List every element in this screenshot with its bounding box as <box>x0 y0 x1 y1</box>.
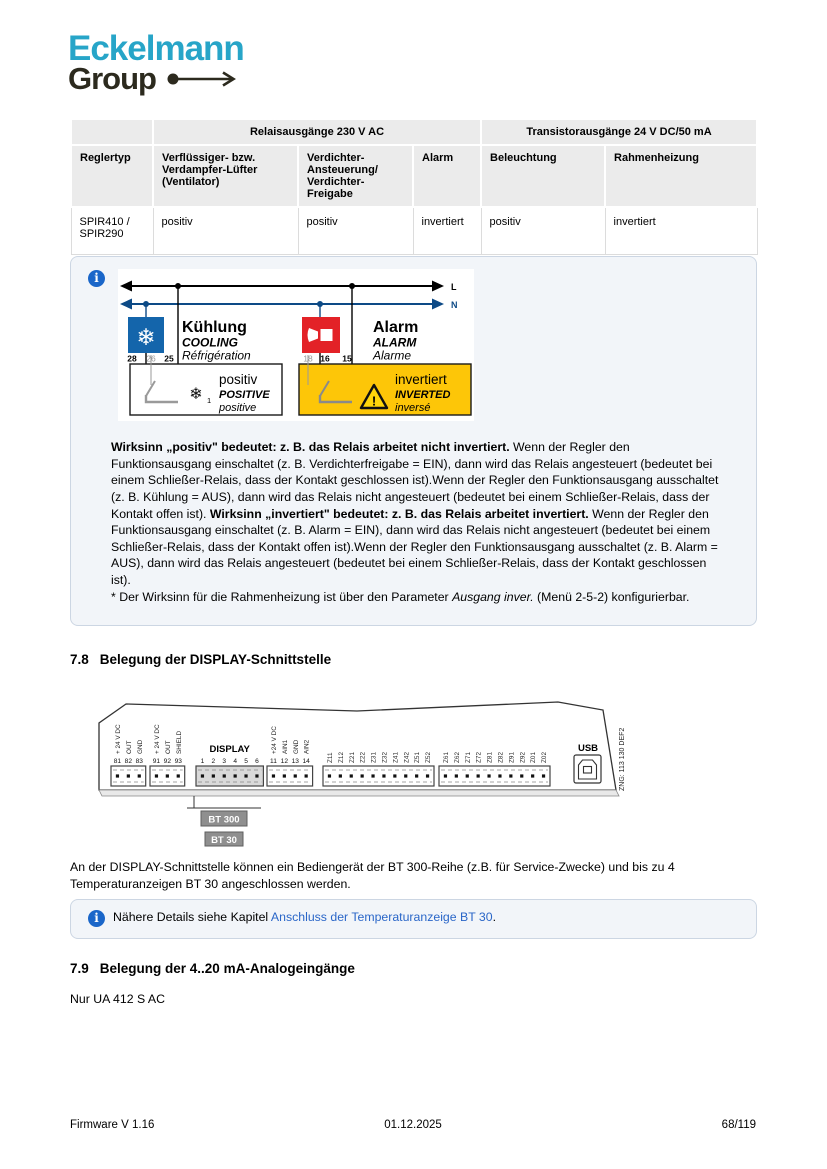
cell-alarm: invertiert <box>413 207 481 255</box>
alarm-title: Alarm <box>373 319 419 336</box>
cooling-sub2: Réfrigération <box>182 348 251 363</box>
terminal-label: OUT <box>125 740 133 754</box>
terminal-number: 11 <box>270 758 277 765</box>
terminal-pin <box>166 774 169 777</box>
group-header-relay: Relaisausgänge 230 V AC <box>153 119 481 145</box>
bt300-label: BT 300 <box>208 814 240 826</box>
terminal-number: 6 <box>255 758 259 765</box>
terminal-18: 18 <box>303 353 313 364</box>
cooling-sub1: COOLING <box>182 335 238 350</box>
logo-eckelmann: Eckelmann <box>68 29 244 68</box>
wirksinn-text2: Wenn der Regler den Funktionsausgang einschaltet (z. B. Alarm = EIN), dann wird das Relais nicht angesteuert (bedeutet bei einem Schließer-Relais, dass der Kontakt offen ist).Wenn der Regler den Funktionsausgang ausschaltet (z. B. Alarm = AUS), dann wird das Relais angesteuert (bedeutet bei einem Schließer-Relais, dass der Kontakt geschlossen ist). <box>111 506 718 588</box>
terminal-pin <box>138 774 141 777</box>
terminal-number: 12 <box>280 758 289 765</box>
terminal-25: 25 <box>164 353 174 364</box>
alarm-sub1: ALARM <box>373 335 417 350</box>
terminal-pin <box>350 774 353 777</box>
alarm-sub2: Alarme <box>373 348 412 363</box>
l-arrow-left-icon <box>120 281 132 292</box>
cell-reglertyp: SPIR410 / SPIR290 <box>71 207 153 255</box>
terminal-16: 16 <box>320 353 330 364</box>
terminal-pin <box>177 774 180 777</box>
note-pre: Nähere Details siehe Kapitel <box>113 910 271 924</box>
section-heading-7-9 <box>70 961 355 976</box>
terminal-number: 1 <box>200 758 205 765</box>
terminal-pin <box>127 774 130 777</box>
alarm-mode-sub1: INVERTED <box>395 389 451 401</box>
info-icon: i <box>88 910 105 927</box>
terminal-label: GND <box>136 739 144 754</box>
terminal-pin <box>155 774 158 777</box>
terminal-label: Z01 <box>530 751 538 763</box>
col-header-rahmenheizung: Rahmenheizung <box>605 145 757 207</box>
terminal-label: Z71 <box>464 751 472 763</box>
terminal-label: Z81 <box>486 751 494 763</box>
terminal-label: Z92 <box>519 751 527 763</box>
logo-group: Group <box>68 61 156 96</box>
terminal-block <box>196 766 263 786</box>
terminal-label: OUT <box>164 740 172 754</box>
terminal-pin <box>244 774 247 777</box>
wirksinn-bold2: Wirksinn „invertiert" bedeutet: z. B. das Relais arbeitet invertiert. <box>209 506 589 521</box>
terminal-label: Z11 <box>326 752 334 763</box>
cell-rahmenheizung: invertiert <box>605 207 757 255</box>
wirksinn-bold1: Wirksinn „positiv" bedeutet: z. B. das Relais arbeitet nicht invertiert. <box>111 440 510 455</box>
terminal-pin <box>455 774 458 777</box>
bt-callout <box>187 796 261 846</box>
terminal-pin <box>272 774 275 777</box>
terminal-pin <box>509 774 512 777</box>
usb-port-icon <box>574 755 601 783</box>
terminal-label: GND <box>292 739 300 754</box>
bt30-chapter-link[interactable]: Anschluss der Temperaturanzeige BT 30 <box>270 910 493 924</box>
wirksinn-text <box>111 439 724 605</box>
terminal-15: 15 <box>342 353 352 364</box>
terminal-number: 93 <box>174 758 182 765</box>
l-label: L <box>451 282 457 292</box>
svg-text:!: ! <box>371 393 377 409</box>
terminal-label: Z31 <box>370 751 378 763</box>
group-header-transistor: Transistorausgänge 24 V DC/50 mA <box>481 119 757 145</box>
terminal-28: 28 <box>127 353 137 364</box>
section-title: Belegung der DISPLAY-Schnittstelle <box>99 652 332 667</box>
terminal-label: + 24 V DC <box>114 724 122 754</box>
terminal-pin <box>294 774 297 777</box>
terminal-label: Z61 <box>442 751 450 763</box>
logo <box>68 29 244 96</box>
terminal-label: Z42 <box>403 751 411 763</box>
terminal-number: 82 <box>124 758 133 765</box>
terminal-label: Z72 <box>475 751 483 763</box>
terminal-pin <box>116 774 119 777</box>
terminal-pin <box>466 774 469 777</box>
col-header-alarm: Alarm <box>413 145 481 207</box>
terminal-pin <box>415 774 418 777</box>
terminal-label: Z91 <box>508 751 516 763</box>
section-heading-7-8 <box>70 652 331 667</box>
table-row <box>71 207 757 255</box>
bt30-note-text <box>113 910 496 924</box>
terminal-label: AIN2 <box>303 739 311 754</box>
nur-text: Nur UA 412 S AC <box>70 992 166 1006</box>
terminal-pin <box>444 774 447 777</box>
cooling-mode: positiv <box>219 372 258 387</box>
terminal-label: +24 V DC <box>270 726 278 754</box>
table-corner-cell <box>71 119 153 145</box>
info-icon: i <box>88 270 105 287</box>
col-header-beleuchtung: Beleuchtung <box>481 145 605 207</box>
zng-label: ZNG: 113 130 DEF2 <box>619 727 626 791</box>
snowflake-icon: ❄ <box>189 386 203 403</box>
terminal-number: 81 <box>113 758 122 765</box>
display-paragraph: An der DISPLAY-Schnittstelle können ein Bediengerät der BT 300-Reihe (z.B. für Service-Zwecke) und bis zu 4 Temperaturanzeigen BT 30 angeschlossen werden. <box>70 860 675 891</box>
terminal-label: SHIELD <box>175 730 183 754</box>
logo-arrow-icon <box>166 70 244 88</box>
section-number: 7.8 <box>70 652 89 667</box>
terminal-pin <box>498 774 501 777</box>
section-title: Belegung der 4..20 mA-Analogeingänge <box>99 961 355 976</box>
footer-page-number: 68/119 <box>721 1119 756 1131</box>
terminal-label: Z21 <box>348 751 356 763</box>
terminal-pin <box>201 774 204 777</box>
cooling-mode-sub1: POSITIVE <box>219 389 270 401</box>
terminal-label: Z62 <box>453 751 461 763</box>
info-box-bt30 <box>70 899 757 939</box>
cooling-mode-sub2: positive <box>219 402 257 414</box>
footer-firmware: Firmware V 1.16 <box>70 1119 155 1131</box>
terminal-number: 4 <box>233 758 237 765</box>
terminal-label: Z52 <box>425 751 433 763</box>
bt30-label: BT 30 <box>211 835 237 846</box>
n-arrow-right-icon <box>432 299 444 310</box>
terminal-pin <box>361 774 364 777</box>
terminal-number: 3 <box>222 758 227 765</box>
wiring-diagram <box>118 269 474 421</box>
info-box-wirksinn <box>70 256 757 626</box>
terminal-pin <box>212 774 215 777</box>
terminal-pin <box>393 774 396 777</box>
col-header-verdichter: Verdichter-Ansteuerung/ Verdichter-Freigabe <box>298 145 413 207</box>
terminal-number: 92 <box>163 758 172 765</box>
terminal-pin <box>234 774 237 777</box>
cell-luefter: positiv <box>153 207 298 255</box>
terminal-label: AIN1 <box>281 739 289 754</box>
l-arrow-right-icon <box>432 281 444 292</box>
terminal-number: 5 <box>244 758 248 765</box>
alarm-mode-sub2: inversé <box>395 402 431 414</box>
terminal-pin <box>328 774 331 777</box>
wirksinn-star-pre: * Der Wirksinn für die Rahmenheizung ist über den Parameter <box>111 589 453 604</box>
terminal-label: Z41 <box>392 751 400 763</box>
snowflake-icon: ❄ <box>136 324 156 350</box>
display-port-title: DISPLAY <box>209 744 250 755</box>
terminal-number: 2 <box>211 758 216 765</box>
wirksinn-text1: Wenn der Regler den Funktionsausgang einschaltet (z. B. Verdichterfreigabe = EIN), dann wird das Relais angesteuert (bedeutet bei einem Schließer-Relais, dass der Kontakt geschlossen ist).Wenn der Regler den Funktionsausgang ausschaltet (z. B. Kühlung = AUS), dann wird das Relais nicht angesteuert (bedeutet bei einem Schließer-Relais, dass der Kontakt offen ist). <box>111 440 719 521</box>
col-header-luefter: Verflüssiger- bzw. Verdampfer-Lüfter (Ventilator) <box>153 145 298 207</box>
terminal-label: Z02 <box>541 751 549 763</box>
cell-beleuchtung: positiv <box>481 207 605 255</box>
cooling-title: Kühlung <box>182 319 247 336</box>
n-arrow-left-icon <box>120 299 132 310</box>
terminal-label: Z22 <box>359 751 367 763</box>
alarm-mode: invertiert <box>395 372 447 387</box>
terminal-26: 26 <box>146 353 156 364</box>
terminal-pin <box>404 774 407 777</box>
terminal-number: 13 <box>291 758 299 765</box>
relay-outputs-table <box>70 118 758 255</box>
wirksinn-star-post: (Menü 2-5-2) konfigurierbar. <box>533 589 690 604</box>
terminal-pin <box>382 774 385 777</box>
terminal-pin <box>531 774 534 777</box>
usb-label: USB <box>577 743 599 754</box>
wirksinn-star-italic: Ausgang inver. <box>452 589 534 604</box>
terminal-pin <box>371 774 374 777</box>
terminal-label: + 24 V DC <box>153 724 161 754</box>
terminal-number: 91 <box>152 758 161 765</box>
terminal-pin <box>477 774 480 777</box>
terminal-pin <box>542 774 545 777</box>
section-number: 7.9 <box>70 961 89 976</box>
col-header-reglertyp: Reglertyp <box>71 145 153 207</box>
terminal-pin <box>283 774 286 777</box>
terminal-pin <box>520 774 523 777</box>
footer-date: 01.12.2025 <box>384 1119 442 1131</box>
terminal-pin <box>255 774 258 777</box>
n-label: N <box>451 300 458 310</box>
terminal-pin <box>223 774 226 777</box>
terminal-number: 14 <box>302 758 310 765</box>
terminal-label: Z82 <box>497 751 505 763</box>
terminal-label: Z12 <box>337 751 345 763</box>
terminal-number: 83 <box>135 758 143 765</box>
terminal-pin <box>305 774 308 777</box>
cell-verdichter: positiv <box>298 207 413 255</box>
terminal-label: Z51 <box>414 751 422 763</box>
terminal-label: Z32 <box>381 751 389 763</box>
note-post: . <box>492 910 497 924</box>
terminal-pin <box>487 774 490 777</box>
terminal-pin <box>339 774 342 777</box>
terminal-diagram <box>95 694 707 849</box>
contact-number: 1 <box>207 396 212 405</box>
terminal-pin <box>426 774 429 777</box>
